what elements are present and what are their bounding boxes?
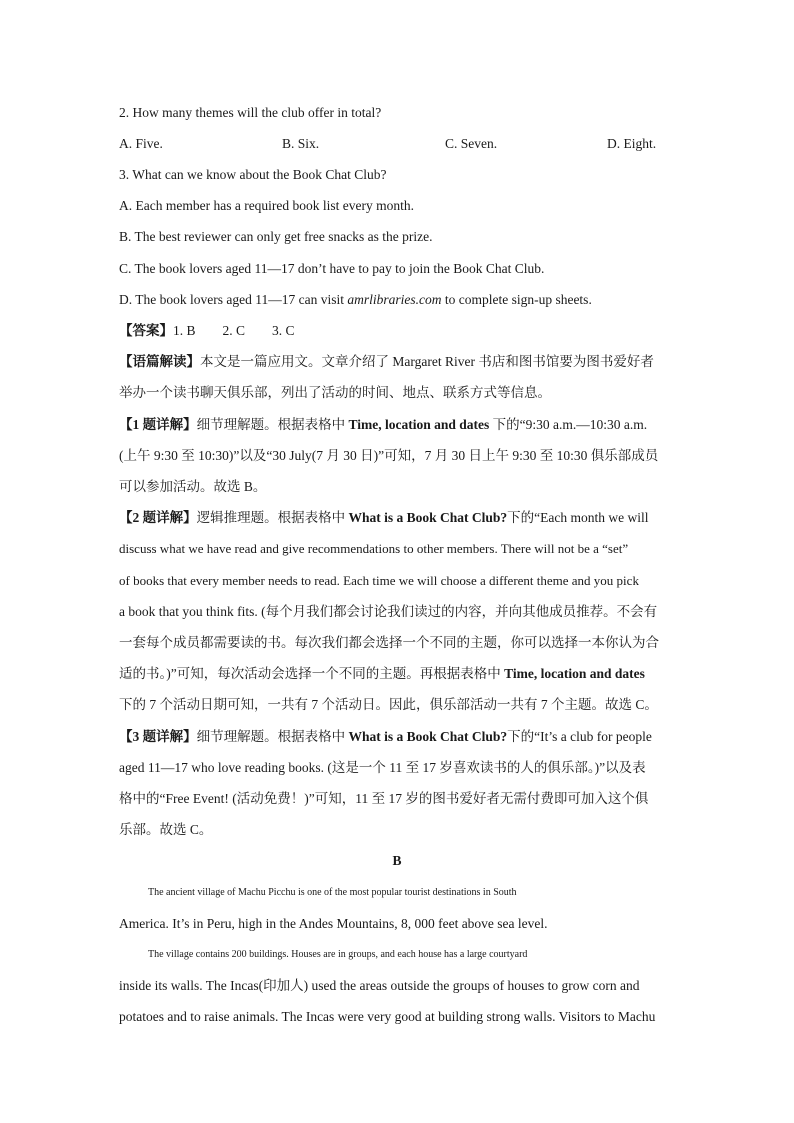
detail-3-line-3: 格中的“Free Event! (活动免费！)”可知，11 至 17 岁的图书爱好者无需付费即可加入这个俱 bbox=[119, 791, 649, 806]
detail-1-bold: Time, location and dates bbox=[348, 417, 490, 432]
detail-2-line-6 bbox=[119, 665, 689, 683]
detail-2-line-1 bbox=[119, 509, 689, 527]
q3-option-d-text-end: to complete sign-up sheets. bbox=[441, 292, 592, 307]
detail-1-text-a: 细节理解题。根据表格中 bbox=[196, 417, 349, 432]
detail-2-line-5: 一套每个成员都需要读的书。每次我们都会选择一个不同的主题，你可以选择一本你认为合 bbox=[119, 635, 659, 650]
detail-2-text-b: 下的“Each month we will bbox=[507, 510, 649, 525]
detail-1-label: 【1 题详解】 bbox=[119, 417, 197, 432]
q2-option-c: C. Seven. bbox=[445, 136, 498, 151]
detail-3-label: 【3 题详解】 bbox=[119, 729, 197, 744]
detail-2-text-a: 逻辑推理题。根据表格中 bbox=[196, 510, 349, 525]
detail-2-label: 【2 题详解】 bbox=[119, 510, 197, 525]
answer-label: 【答案】 bbox=[119, 323, 173, 338]
detail-3-line-4: 乐部。故选 C。 bbox=[119, 822, 213, 837]
detail-2-line-3: of books that every member needs to read. Each time we will choose a different theme and you pick bbox=[119, 573, 639, 588]
q3-option-d-website: amrlibraries.com bbox=[347, 292, 442, 307]
question-2-stem: 2. How many themes will the club offer in total? bbox=[119, 105, 382, 120]
q2-option-a: A. Five. bbox=[119, 136, 163, 151]
passage-b-para2-line3: potatoes and to raise animals. The Incas were very good at building strong walls. Visitors to Machu bbox=[119, 1009, 656, 1024]
answer-text: 1. B 2. C 3. C bbox=[173, 323, 295, 338]
detail-3-text-b: 下的“It’s a club for people bbox=[507, 729, 652, 744]
detail-1-line-3: 可以参加活动。故选 B。 bbox=[119, 479, 267, 494]
detail-2-bold-2: Time, location and dates bbox=[504, 666, 645, 681]
detail-1-line-1 bbox=[119, 416, 689, 434]
reading-text-1: 本文是一篇应用文。文章介绍了 Margaret River 书店和图书馆要为图书爱好者 bbox=[200, 354, 654, 369]
q3-option-c: C. The book lovers aged 11—17 don’t have to pay to join the Book Chat Club. bbox=[119, 261, 545, 276]
detail-3-line-1 bbox=[119, 728, 689, 746]
detail-2-bold: What is a Book Chat Club? bbox=[348, 510, 508, 525]
detail-2-line-4: a book that you think fits. (每个月我们都会讨论我们读过的内容，并向其他成员推荐。不会有 bbox=[119, 604, 658, 619]
reading-label: 【语篇解读】 bbox=[119, 354, 200, 369]
passage-b-para2-line2: inside its walls. The Incas(印加人) used the areas outside the groups of houses to grow corn and bbox=[119, 978, 640, 993]
passage-b-para2-line1: The village contains 200 buildings. Houses are in groups, and each house has a large courtyard bbox=[148, 949, 528, 960]
section-b-heading: B bbox=[392, 853, 402, 868]
answer-line bbox=[119, 322, 689, 340]
detail-1-text-b: 下的“9:30 a.m.—10:30 a.m. bbox=[489, 417, 648, 432]
question-3-stem: 3. What can we know about the Book Chat Club? bbox=[119, 167, 387, 182]
detail-3-text-a: 细节理解题。根据表格中 bbox=[196, 729, 349, 744]
passage-b-para1-line1: The ancient village of Machu Picchu is one of the most popular tourist destinations in South bbox=[148, 887, 517, 898]
reading-line-2: 举办一个读书聊天俱乐部，列出了活动的时间、地点、联系方式等信息。 bbox=[119, 385, 551, 400]
q3-option-d-text: D. The book lovers aged 11—17 can visit bbox=[119, 292, 348, 307]
q3-option-d bbox=[119, 291, 689, 309]
reading-line-1 bbox=[119, 353, 689, 371]
detail-3-bold: What is a Book Chat Club? bbox=[348, 729, 508, 744]
passage-b-para1-line2: America. It’s in Peru, high in the Andes Mountains, 8, 000 feet above sea level. bbox=[119, 916, 548, 931]
detail-2-line-2: discuss what we have read and give recommendations to other members. There will not be a “set” bbox=[119, 541, 629, 556]
q2-option-b: B. Six. bbox=[282, 136, 320, 151]
detail-1-line-2: (上午 9:30 至 10:30)”以及“30 July(7 月 30 日)”可知，7 月 30 日上午 9:30 至 10:30 俱乐部成员 bbox=[119, 448, 659, 463]
q3-option-a: A. Each member has a required book list every month. bbox=[119, 198, 415, 213]
detail-2-text-c: 适的书。)”可知，每次活动会选择一个不同的主题。再根据表格中 bbox=[119, 666, 505, 681]
detail-3-line-2: aged 11—17 who love reading books. (这是一个 11 至 17 岁喜欢读书的人的俱乐部。)”以及表 bbox=[119, 760, 646, 775]
q3-option-b: B. The best reviewer can only get free snacks as the prize. bbox=[119, 229, 433, 244]
q2-option-d: D. Eight. bbox=[607, 136, 657, 151]
detail-2-line-7: 下的 7 个活动日期可知，一共有 7 个活动日。因此，俱乐部活动一共有 7 个主题。故选 C。 bbox=[119, 697, 658, 712]
